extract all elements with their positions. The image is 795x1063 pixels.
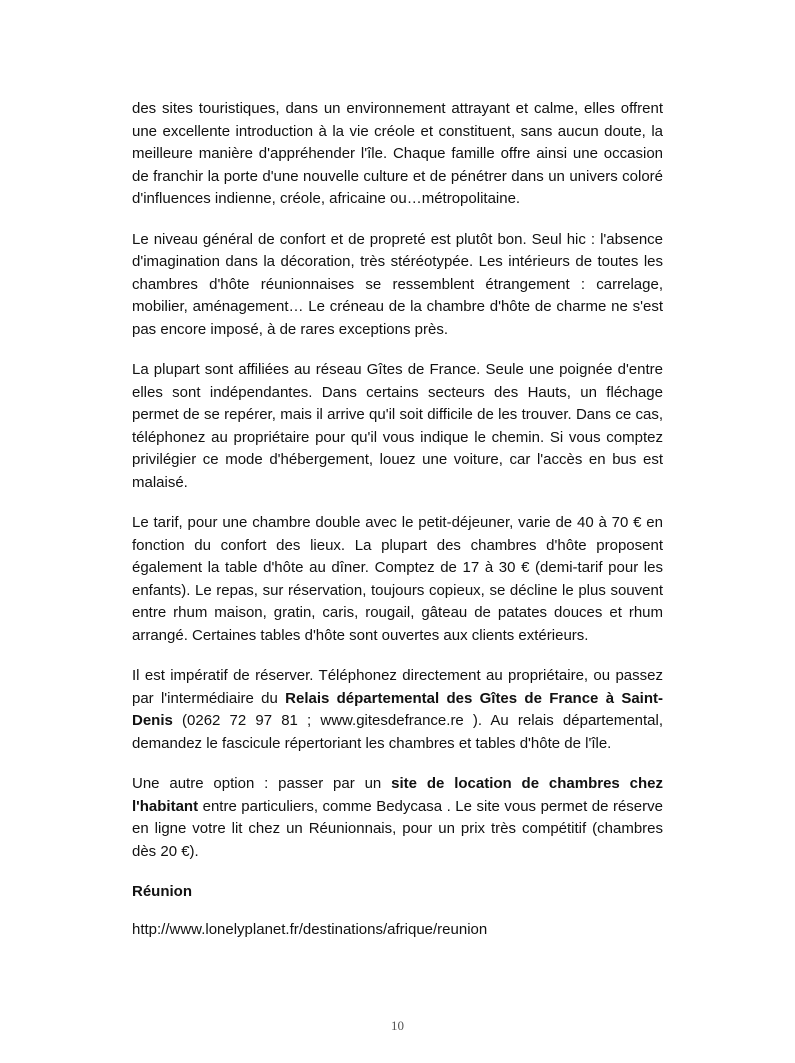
site-location-chambres-bold: site de location de chambres chez l'habitant (132, 775, 663, 815)
paragraph-2: Le niveau général de confort et de propreté est plutôt bon. Seul hic : l'absence d'imagination dans la décoration, très stéréotypée. Les intérieurs de toutes les chambres d'hôte réunionnaises se ressemblent étrangement : carrelage, mobilier, aménagement… Le créneau de la chambre d'hôte de charme ne s'est pas encore imposé, à de rares exceptions près. (132, 230, 663, 338)
paragraph-6-text-after: entre particuliers, comme Bedycasa . Le site vous permet de réserve en ligne votre lit chez un Réunionnais, pour un prix très compétitif (chambres dès 20 €). (132, 797, 663, 860)
source-url: http://www.lonelyplanet.fr/destinations/afrique/reunion (132, 920, 488, 938)
paragraph-5-text-before: Il est impératif de réserver. Téléphonez directement au propriétaire, ou passez par l'intermédiaire du (132, 667, 663, 707)
paragraph-6-text-before: Une autre option : passer par un (132, 775, 392, 792)
page-number: 10 (391, 1018, 404, 1033)
paragraph-4: Le tarif, pour une chambre double avec le petit-déjeuner, varie de 40 à 70 € en fonction du confort des lieux. La plupart des chambres d'hôte proposent également la table d'hôte au dîner. Comptez de 17 à 30 € (demi-tarif pour les enfants). Le repas, sur réservation, toujours copieux, se décline le plus souvent entre rhum maison, gratin, caris, rougail, gâteau de patates douces et rhum arrangé. Certaines tables d'hôte sont ouvertes aux clients extérieurs. (132, 514, 663, 644)
relais-gites-de-france-bold: Relais départemental des Gîtes de France à Saint-Denis (132, 689, 663, 729)
paragraph-5 (132, 665, 663, 755)
paragraph-3: La plupart sont affiliées au réseau Gîtes de France. Seule une poignée d'entre elles sont indépendantes. Dans certains secteurs des Hauts, un fléchage permet de se repérer, mais il arrive qu'il soit difficile de les trouver. Dans ce cas, téléphonez au propriétaire pour qu'il vous indique le chemin. Si vous comptez privilégier ce mode d'hébergement, louez une voiture, car l'accès en bus est malaisé. (132, 361, 663, 491)
paragraph-5-text-after: (0262 72 97 81 ; www.gitesdefrance.re ). Au relais départemental, demandez le fascicule répertoriant les chambres et tables d'hôte de l'île. (132, 712, 663, 752)
paragraph-6 (132, 773, 663, 863)
page-content (132, 98, 663, 941)
paragraph-1: des sites touristiques, dans un environnement attrayant et calme, elles offrent une excellente introduction à la vie créole et constituent, sans aucun doute, la meilleure manière d'appréhender l'île. Chaque famille offre ainsi une occasion de franchir la porte d'une nouvelle culture et de pénétrer dans un univers coloré d'influences indienne, créole, africaine ou…métropolitaine. (132, 100, 663, 207)
section-heading: Réunion (132, 883, 192, 900)
